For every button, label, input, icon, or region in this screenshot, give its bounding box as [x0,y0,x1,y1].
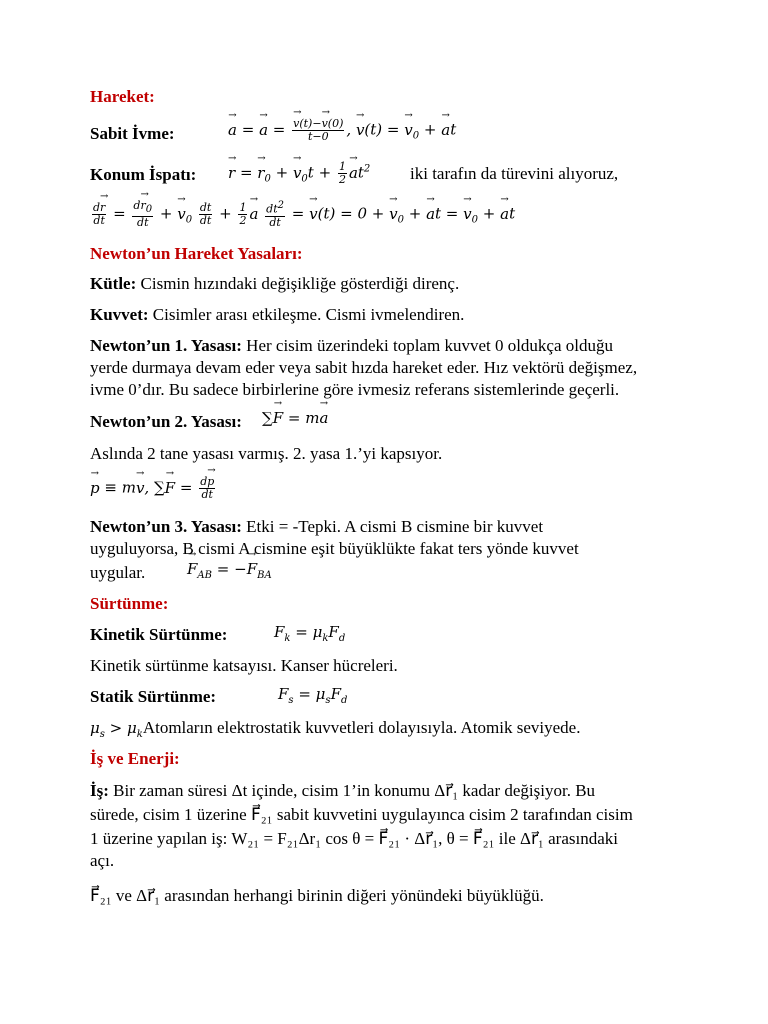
formula-statik: $F_s = \mu_sF_d$ [278,685,348,706]
is-text-1: Bir zaman süresi Δt içinde, cisim 1’in konumu Δr⃗₁ kadar değişiyor. Bu [113,781,596,800]
label-kutle: Kütle: [90,274,137,293]
heading-is-enerji: İş ve Enerji: [90,749,180,768]
mu-line [90,717,580,746]
label-kuvvet: Kuvvet: [90,305,149,324]
label-n1: Newton’un 1. Yasası: [90,336,242,355]
n3-text-1: Etki = -Tepki. A cismi B cismine bir kuvvet [246,517,544,536]
formula-mu: $\mu_s > \mu_k$ [90,719,143,740]
is-text-4: açı. [90,851,115,870]
kutle-text: Cismin hızındaki değişikliğe gösterdiği direnç. [140,274,460,293]
formula-kinetik: $F_k = \mu_kF_d$ [274,623,346,644]
formula-derivative: $\frac{d\to r}{dt}$ = $\frac{d\to r_0}{dt}$ + → $v_0$ $\frac{dt}{dt}$ + $\frac{1}{2}$ → a $\frac{dt^2}{dt}$ = → v(t) = 0 + → $v_0$ + → at = → $v_0$ + → at [90,200,515,229]
n2-note: Aslında 2 tane yasası varmış. 2. yasa 1.’yi kapsıyor. [90,444,443,463]
label-sabit-ivme: Sabit İvme: [90,124,175,143]
last-text: F⃗₂₁ ve Δr⃗₁ arasından herhangi birinin diğeri yönündeki büyüklüğü. [90,886,544,905]
n1-text-1: Her cisim üzerindeki toplam kuvvet 0 oldukça olduğu [246,336,613,355]
kuvvet-line [90,304,464,326]
is-text-2: sürede, cisim 1 üzerine F⃗₂₁ sabit kuvvetini uygulayınca cisim 2 tarafından cisim [90,805,633,824]
n1-text-2: yerde durmaya devam eder veya sabit hızda hareket eder. Hız vektörü değişmez, [90,358,638,377]
konum-text: iki tarafın da türevini alıyoruz, [410,164,619,183]
n3-line-1 [90,516,543,538]
heading-hareket: Hareket: [90,87,155,106]
label-n2: Newton’un 2. Yasası: [90,412,242,431]
kinetik-text: Kinetik sürtünme katsayısı. Kanser hücreleri. [90,656,398,675]
label-is: İş: [90,781,109,800]
is-text-3: 1 üzerine yapılan iş: W₂₁ = F₂₁Δr₁ cos θ = F⃗₂₁ · Δr⃗₁, θ = F⃗₂₁ ile Δr⃗₁ arasındaki [90,829,618,848]
formula-momentum: → p ≡ m→ v, ∑→ F = $\frac{d\to p}{dt}$ [90,476,217,501]
n1-line-1 [90,335,613,357]
formula-sabit-ivme: → a = → a = → $\frac{v(t)-\to v(0)}{t-0}$ , → v(t) = → $v_0$ + → at [228,118,456,143]
n1-text-3: ivme 0’dır. Bu sadece birbirlerine göre ivmesiz referans sistemlerinde geçerli. [90,380,620,399]
heading-newton: Newton’un Hareket Yasaları: [90,244,303,263]
formula-n3: → $F_{AB}$ = −→ $F_{BA}$ [187,560,272,581]
mu-text: Atomların elektrostatik kuvvetleri dolayısıyla. Atomik seviyede. [142,718,581,737]
formula-n2: ∑→ F = m→ a [262,409,328,427]
label-konum: Konum İspatı: [90,165,197,184]
n3-text-2: uyguluyorsa, B cismi A cismine eşit büyüklükte fakat ters yönde kuvvet [90,539,579,558]
kuvvet-text: Cisimler arası etkileşme. Cismi ivmelendiren. [152,305,465,324]
label-statik: Statik Sürtünme: [90,687,217,706]
label-n3: Newton’un 3. Yasası: [90,517,242,536]
n3-text-3: uygular. [90,563,146,582]
formula-konum: → r = → $r_0$ + → $v_0t$ + $\frac{1}{2}$ → $at^2$ [228,161,370,186]
kutle-line [90,273,459,295]
is-line-1 [90,780,595,802]
label-kinetik: Kinetik Sürtünme: [90,625,228,644]
heading-surtunme: Sürtünme: [90,594,169,613]
